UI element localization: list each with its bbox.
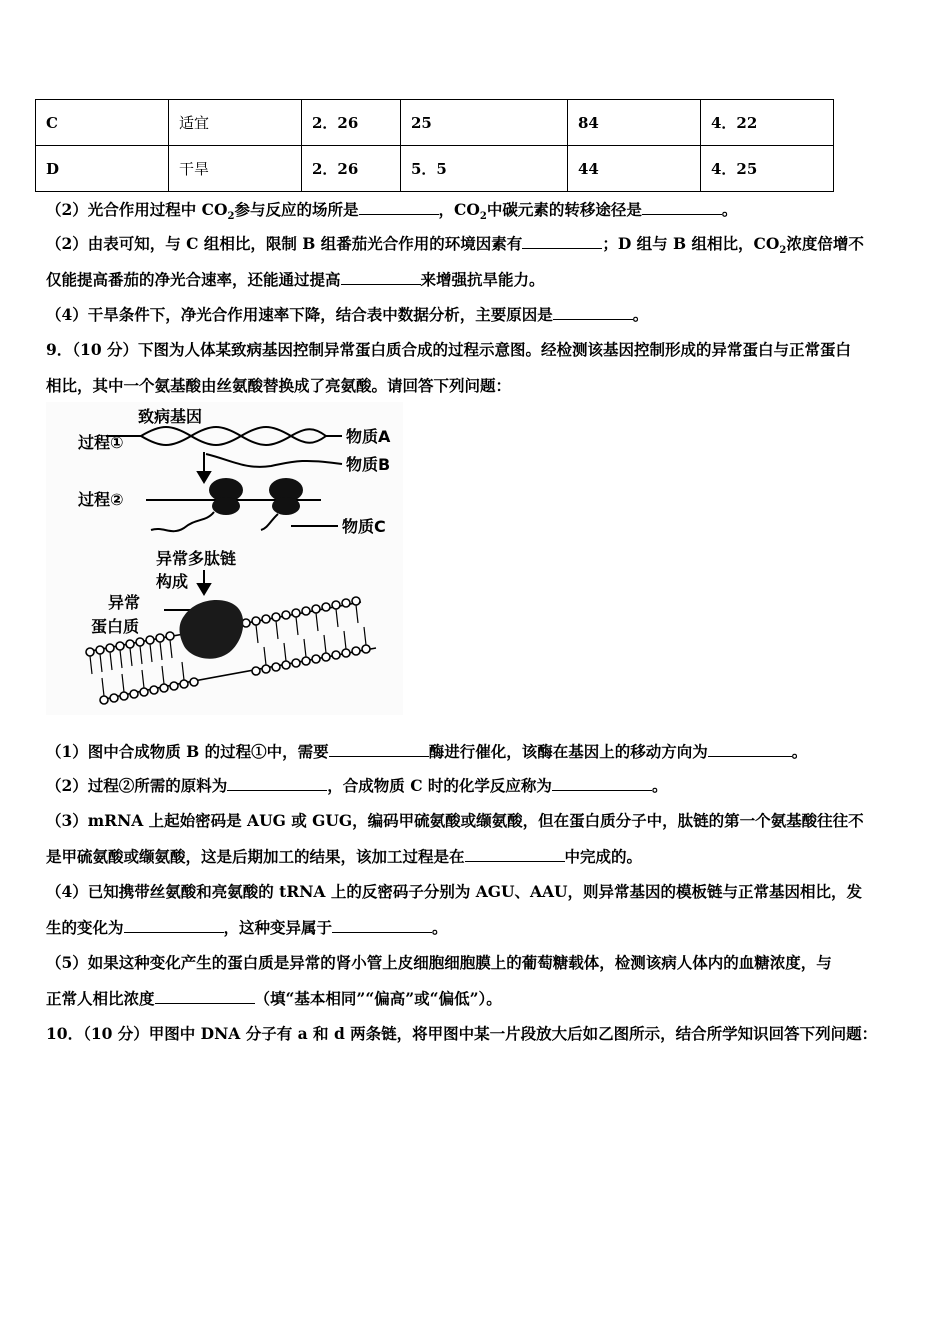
subscript: 2 (779, 245, 787, 257)
text: （2）由表可知，与 C 组相比，限制 B 组番茄光合作用的环境因素有 (46, 234, 523, 253)
protein-label-1: 异常 (108, 593, 141, 612)
answer-blank[interactable] (708, 742, 792, 757)
subscript: 2 (227, 211, 235, 223)
q8-line-1 (46, 200, 737, 227)
q9-heading-1: 9．（10 分）下图为人体某致病基因控制异常蛋白质合成的过程示意图。经检测该基因控制形成的异常蛋白与正常蛋白 (46, 340, 852, 359)
text: 仅能提高番茄的净光合速率，还能通过提高 (46, 270, 341, 289)
answer-blank[interactable] (522, 234, 602, 249)
text: 。 (651, 776, 668, 795)
answer-blank[interactable] (227, 776, 327, 791)
table-cell: D (36, 146, 169, 192)
table-cell: C (36, 100, 169, 146)
table-cell: 2．26 (302, 100, 401, 146)
answer-blank[interactable] (329, 742, 429, 757)
ribosome-icon (269, 478, 303, 515)
table-cell: 4．22 (701, 100, 834, 146)
text: 。 (632, 305, 649, 324)
compose-label: 构成 (156, 572, 189, 591)
substance-b-label: 物质B (346, 455, 391, 474)
text: ，这种变异属于 (223, 918, 333, 937)
answer-blank[interactable] (552, 776, 652, 791)
figure-svg (46, 402, 403, 715)
answer-blank[interactable] (124, 918, 224, 933)
text: （填“基本相同”“偏高”或“偏低”）。 (254, 989, 502, 1008)
table-cell: 44 (568, 146, 701, 192)
table-cell: 2．26 (302, 146, 401, 192)
q9-heading-2: 相比，其中一个氨基酸由丝氨酸替换成了亮氨酸。请回答下列问题： (46, 376, 512, 395)
answer-blank[interactable] (332, 918, 432, 933)
subscript: 2 (479, 211, 487, 223)
table-cell: 5．5 (401, 146, 568, 192)
table-cell: 适宜 (169, 100, 302, 146)
text: （1）图中合成物质 B 的过程①中，需要 (46, 742, 329, 761)
text: 浓度倍增不 (786, 234, 864, 253)
q9-sub-2 (46, 776, 667, 796)
q8-line-4 (46, 305, 648, 325)
q9-sub-4b (46, 918, 448, 938)
text: （2）过程②所需的原料为 (46, 776, 228, 795)
text: 酶进行催化，该酶在基因上的移动方向为 (428, 742, 708, 761)
text: 参与反应的场所是 (234, 200, 359, 219)
process2-label: 过程② (78, 490, 124, 509)
answer-blank[interactable] (642, 200, 722, 215)
table-cell: 干旱 (169, 146, 302, 192)
gene-label: 致病基因 (138, 407, 203, 426)
text: （2）光合作用过程中 CO (46, 200, 228, 219)
q9-sub-3a: （3）mRNA 上起始密码是 AUG 或 GUG，编码甲硫氨酸或缬氨酸，但在蛋白质分子中，肽链的第一个氨基酸往往不 (46, 811, 864, 830)
q10-heading: 10．（10 分）甲图中 DNA 分子有 a 和 d 两条链，将甲图中某一片段放大后如乙图所示，结合所学知识回答下列问题： (46, 1024, 878, 1043)
ribosome-icon (209, 478, 243, 515)
q8-line-3 (46, 270, 545, 290)
text: 来增强抗旱能力。 (420, 270, 545, 289)
answer-blank[interactable] (359, 200, 439, 215)
q8-line-2 (46, 234, 864, 261)
text: ，合成物质 C 时的化学反应称为 (327, 776, 552, 795)
q9-sub-5b (46, 989, 502, 1009)
q9-sub-4a: （4）已知携带丝氨酸和亮氨酸的 tRNA 上的反密码子分别为 AGU、AAU，则异常基因的模板链与正常基因相比，发 (46, 882, 863, 901)
answer-blank[interactable] (553, 305, 633, 320)
q9-sub-5a: （5）如果这种变化产生的蛋白质是异常的肾小管上皮细胞细胞膜上的葡萄糖载体，检测该病人体内的血糖浓度，与 (46, 953, 832, 972)
answer-blank[interactable] (155, 989, 255, 1004)
q9-sub-3b (46, 847, 642, 867)
table-cell: 25 (401, 100, 568, 146)
gene-expression-figure (46, 402, 403, 715)
data-table (35, 99, 834, 192)
text: ；D 组与 B 组相比，CO (602, 234, 780, 253)
answer-blank[interactable] (341, 270, 421, 285)
text: 中碳元素的转移途径是 (486, 200, 642, 219)
table-cell: 84 (568, 100, 701, 146)
text: ，CO (438, 200, 480, 219)
table-cell: 4．25 (701, 146, 834, 192)
text: 是甲硫氨酸或缬氨酸，这是后期加工的结果，该加工过程是在 (46, 847, 465, 866)
text: 。 (791, 742, 808, 761)
answer-blank[interactable] (465, 847, 565, 862)
process1-label: 过程① (78, 433, 124, 452)
text: 生的变化为 (46, 918, 124, 937)
substance-c-label: 物质C (342, 517, 386, 536)
text: 。 (721, 200, 738, 219)
table-row (36, 146, 834, 192)
text: 正常人相比浓度 (46, 989, 155, 1008)
protein-label-2: 蛋白质 (91, 617, 140, 636)
q9-sub-1 (46, 742, 807, 762)
table-row (36, 100, 834, 146)
text: 。 (432, 918, 448, 937)
peptide-label: 异常多肽链 (156, 549, 237, 568)
substance-a-label: 物质A (346, 427, 391, 446)
text: 中完成的。 (564, 847, 643, 866)
text: （4）干旱条件下，净光合作用速率下降，结合表中数据分析，主要原因是 (46, 305, 553, 324)
